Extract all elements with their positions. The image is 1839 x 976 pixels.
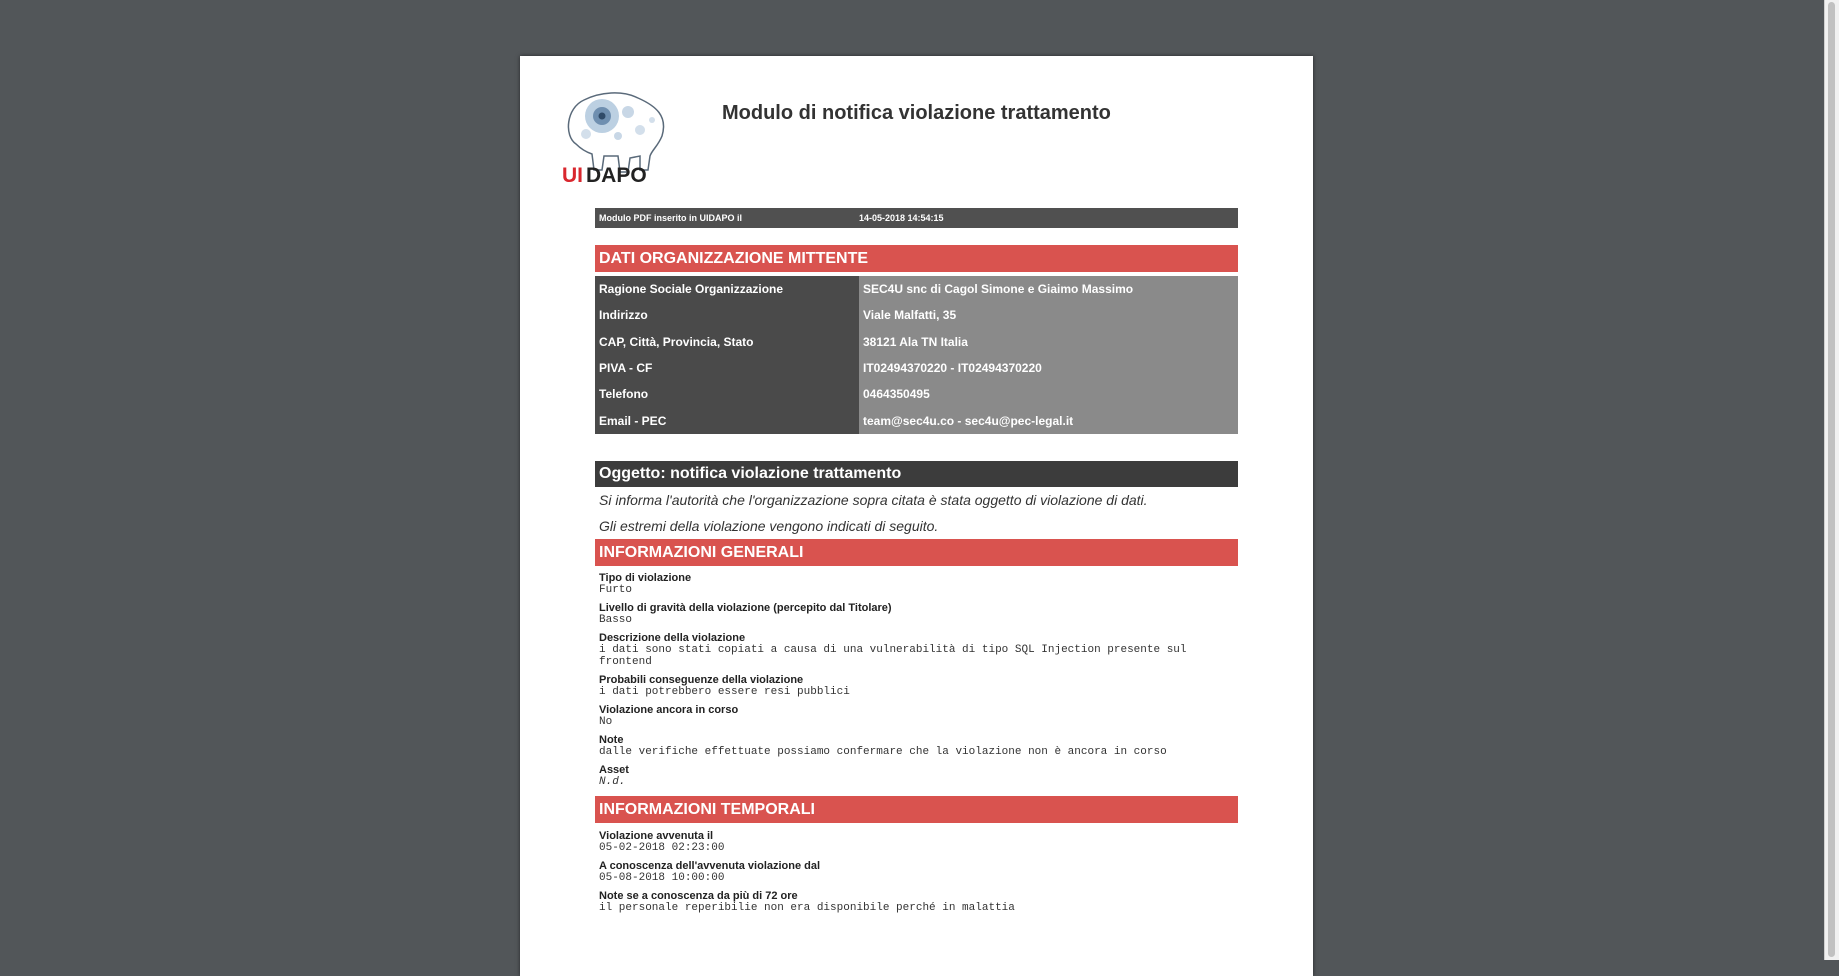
field-value: il personale reperibilie non era disponibile perché in malattia [599,901,1015,914]
org-label: Email - PEC [595,407,859,433]
vertical-scrollbar[interactable] [1824,0,1839,960]
field-late-notice-notes [595,890,1238,914]
field-description [595,632,1238,668]
field-label: Violazione ancora in corso [599,703,739,716]
field-occurred-on [595,830,1238,854]
uidapo-logo [556,86,676,186]
section-general-heading: INFORMAZIONI GENERALI [595,539,1238,566]
organization-table [595,276,1238,434]
org-label: PIVA - CF [595,355,859,381]
field-value: i dati potrebbero essere resi pubblici [599,685,850,698]
field-label: Livello di gravità della violazione (percepito dal Titolare) [599,601,892,614]
field-notes [595,734,1238,758]
table-row [595,355,1238,381]
document-content [595,208,1238,920]
field-value: 05-08-2018 10:00:00 [599,871,725,884]
org-value: 38121 Ala TN Italia [859,329,1238,355]
org-value: IT02494370220 - IT02494370220 [859,355,1238,381]
insertion-timestamp: 14-05-2018 14:54:15 [859,213,944,223]
field-value: 05-02-2018 02:23:00 [599,841,725,854]
table-row [595,302,1238,328]
org-label: Ragione Sociale Organizzazione [595,276,859,302]
field-label: A conoscenza dell'avvenuta violazione dal [599,859,821,872]
field-label: Violazione avvenuta il [599,829,714,842]
field-violation-type [595,572,1238,596]
field-label: Note [599,733,624,746]
field-ongoing [595,704,1238,728]
table-row [595,276,1238,302]
field-consequences [595,674,1238,698]
table-row [595,407,1238,433]
subject-intro-line: Gli estremi della violazione vengono indicati di seguito. [599,517,939,534]
org-value: team@sec4u.co - sec4u@pec-legal.it [859,407,1238,433]
table-row [595,329,1238,355]
field-label: Descrizione della violazione [599,631,746,644]
org-value: SEC4U snc di Cagol Simone e Giaimo Massimo [859,276,1238,302]
org-label: Indirizzo [595,302,859,328]
field-label: Note se a conoscenza da più di 72 ore [599,889,798,902]
field-asset [595,764,1238,788]
svg-text:DAPO: DAPO [586,164,647,186]
subject-heading: Oggetto: notifica violazione trattamento [595,461,1238,487]
field-value: Furto [599,583,633,596]
svg-text:UI: UI [562,164,583,186]
insertion-info-bar [595,208,1238,228]
field-known-since [595,860,1238,884]
section-temporal-heading: INFORMAZIONI TEMPORALI [595,796,1238,823]
field-severity [595,602,1238,626]
table-row [595,381,1238,407]
insertion-label: Modulo PDF inserito in UIDAPO il [599,213,742,223]
scrollbar-thumb[interactable] [1828,2,1835,957]
field-label: Probabili conseguenze della violazione [599,673,804,686]
field-label: Tipo di violazione [599,571,692,584]
field-value: No [599,715,613,728]
field-value: i dati sono stati copiati a causa di una vulnerabilità di tipo SQL Injection presente sul frontend [599,643,1187,668]
field-value: dalle verifiche effettuate possiamo confermare che la violazione non è ancora in corso [599,745,1167,758]
org-label: Telefono [595,381,859,407]
field-value: Basso [599,613,633,626]
subject-intro-line: Si informa l'autorità che l'organizzazione sopra citata è stata oggetto di violazione di dati. [599,491,1148,508]
section-organization-heading: DATI ORGANIZZAZIONE MITTENTE [595,245,1238,272]
org-value: 0464350495 [859,381,1238,407]
pdf-page [520,56,1313,976]
document-title: Modulo di notifica violazione trattamento [722,102,1111,124]
field-label: Asset [599,763,629,776]
org-label: CAP, Città, Provincia, Stato [595,329,859,355]
field-value: N.d. [599,775,626,788]
org-value: Viale Malfatti, 35 [859,302,1238,328]
